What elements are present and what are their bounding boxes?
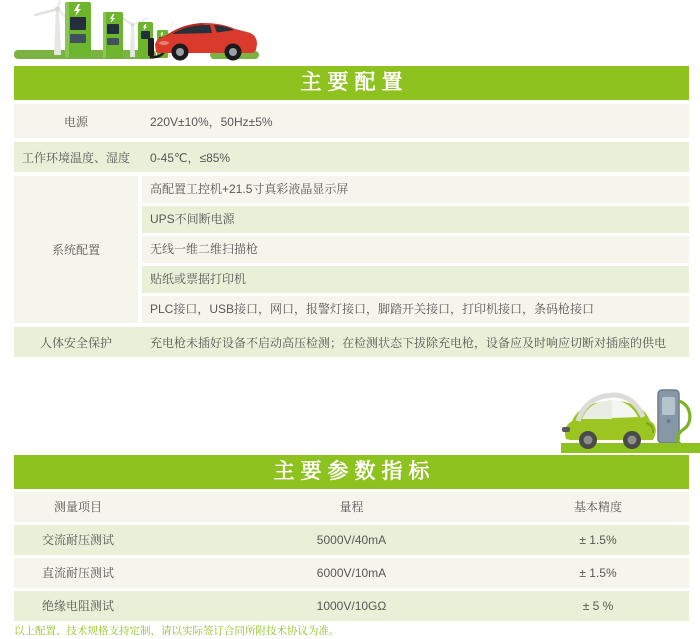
hero-illustration [14,0,259,63]
config-title-bar: 主要配置 [14,66,689,100]
table-row [14,591,689,621]
row-label: 工作环境温度、湿度 [21,150,130,165]
row-label: 电源 [63,114,88,129]
measure-accuracy: ± 1.5% [579,566,617,580]
column-header: 基本精度 [573,500,622,514]
green-car-illustration [558,383,700,455]
row-label: 人体安全保护 [39,335,112,350]
column-header: 量程 [339,500,364,514]
measure-item: 交流耐压测试 [41,533,114,547]
row-value: 0-45℃，≤85% [150,150,231,165]
safety-row [14,327,689,357]
table-row [14,558,689,588]
row-value: 充电枪未插好设备不启动高压检测；在检测状态下拔除充电枪，设备应及时响应切断对插座的供电 [150,335,667,350]
measure-range: 6000V/10mA [316,566,387,580]
table-row [14,104,689,138]
measure-accuracy: ± 5 % [582,599,614,613]
params-title-bar: 主要参数指标 [14,455,689,489]
footer-note: 以上配置、技术规格支持定制，请以实际签订合同所附技术协议为准。 [14,625,340,637]
table-header-row [14,492,689,522]
measure-accuracy: ± 1.5% [579,533,617,547]
list-item: PLC接口，USB接口，网口，报警灯接口，脚踏开关接口，打印机接口，条码枪接口 [142,296,689,323]
charging-pillar-icon [658,390,690,444]
system-config-items [142,176,689,323]
config-section [14,66,689,357]
row-label: 系统配置 [14,176,138,323]
list-item: UPS不间断电源 [142,206,689,233]
table-row [14,525,689,555]
column-header: 测量项目 [53,500,102,514]
measure-range: 1000V/10GΩ [316,599,387,613]
row-value: 220V±10%，50Hz±5% [150,114,273,129]
table-row [14,142,689,172]
list-item: 贴纸或票据打印机 [142,266,689,293]
list-item: 无线一维二维扫描枪 [142,236,689,263]
system-config-row [14,176,689,323]
green-car-icon [562,395,656,449]
measure-item: 绝缘电阻测试 [41,599,114,613]
params-section [14,455,689,621]
list-item: 高配置工控机+21.5寸真彩液晶显示屏 [142,176,689,203]
measure-range: 5000V/40mA [316,533,387,547]
measure-item: 直流耐压测试 [41,566,114,580]
